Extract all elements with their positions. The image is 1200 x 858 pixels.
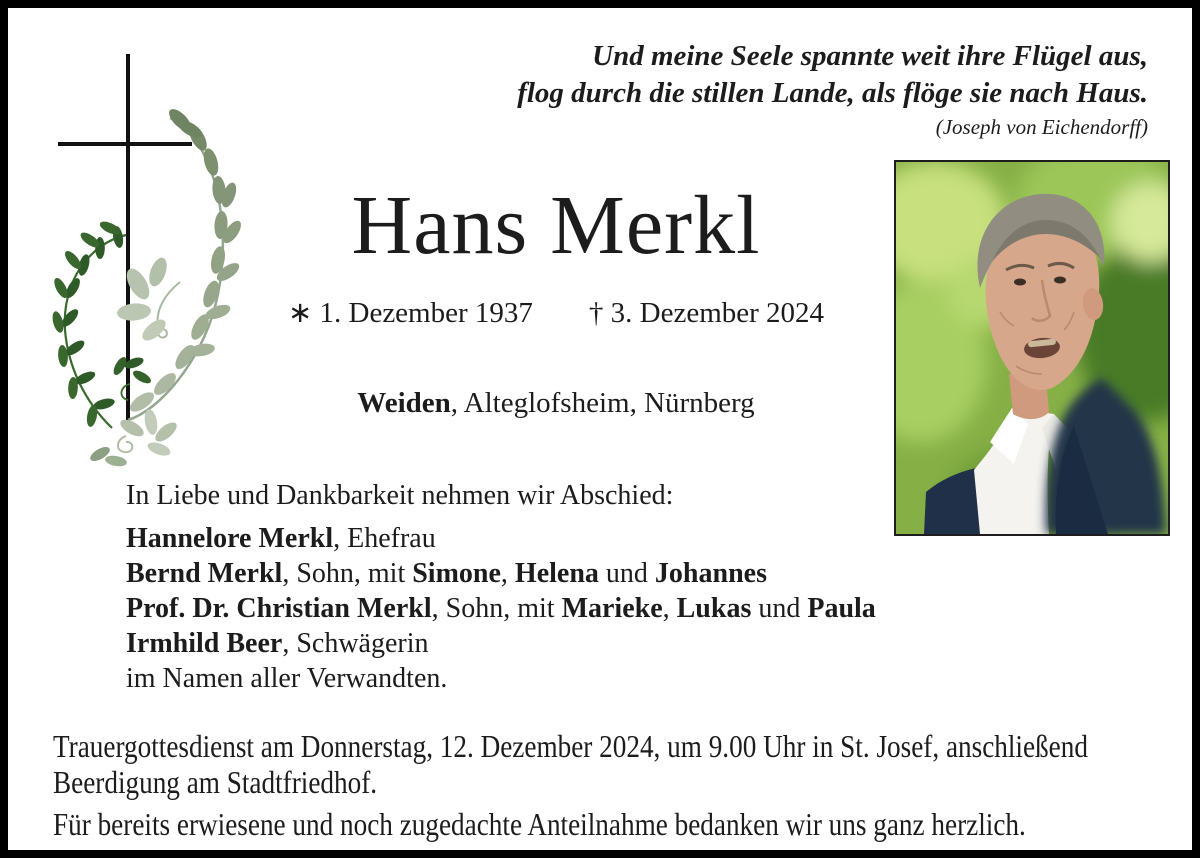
thanks-line: Für bereits erwiesene und noch zugedachte Anteilnahme bedanken wir uns ganz herzlich. — [53, 806, 1026, 842]
farewell-block — [126, 478, 946, 696]
life-dates — [258, 296, 854, 330]
birth-date-text: 1. Dezember 1937 — [319, 297, 533, 329]
memorial-quote — [448, 38, 1148, 142]
mourner-line: Bernd Merkl, Sohn, mit Simone, Helena und Johannes — [126, 558, 767, 589]
death-date-text: 3. Dezember 2024 — [610, 297, 825, 329]
cross-and-branches-decoration — [30, 32, 296, 468]
quote-attribution: (Joseph von Eichendorff) — [935, 115, 1148, 139]
mourner-line: Hannelore Merkl, Ehefrau — [126, 523, 436, 554]
service-line-1: Trauergottesdienst am Donnerstag, 12. Dezember 2024, um 9.00 Uhr in St. Josef, anschließend — [53, 728, 1088, 764]
birth-date — [288, 296, 533, 330]
birth-star-icon: ∗ — [287, 297, 313, 329]
death-cross-icon: † — [588, 297, 604, 329]
farewell-intro: In Liebe und Dankbarkeit nehmen wir Abschied: — [126, 480, 674, 511]
identity-block — [258, 180, 854, 420]
quote-line-1: Und meine Seele spannte weit ihre Flügel aus, — [592, 40, 1148, 72]
mourner-line: Irmhild Beer, Schwägerin — [126, 628, 429, 659]
places-line: Weiden, Alteglofsheim, Nürnberg — [357, 387, 755, 419]
deceased-name: Hans Merkl — [351, 179, 761, 272]
death-date — [589, 296, 824, 330]
light-leaf-cluster-mid — [116, 255, 180, 344]
service-announcement — [53, 728, 1193, 842]
farewell-closing: im Namen aller Verwandten. — [126, 663, 448, 694]
mourner-line: Prof. Dr. Christian Merkl, Sohn, mit Marieke, Lukas und Paula — [126, 593, 876, 624]
service-line-2: Beerdigung am Stadtfriedhof. — [53, 764, 378, 800]
cross-icon — [30, 32, 296, 468]
quote-line-2: flog durch die stillen Lande, als flöge sie nach Haus. — [517, 77, 1148, 109]
